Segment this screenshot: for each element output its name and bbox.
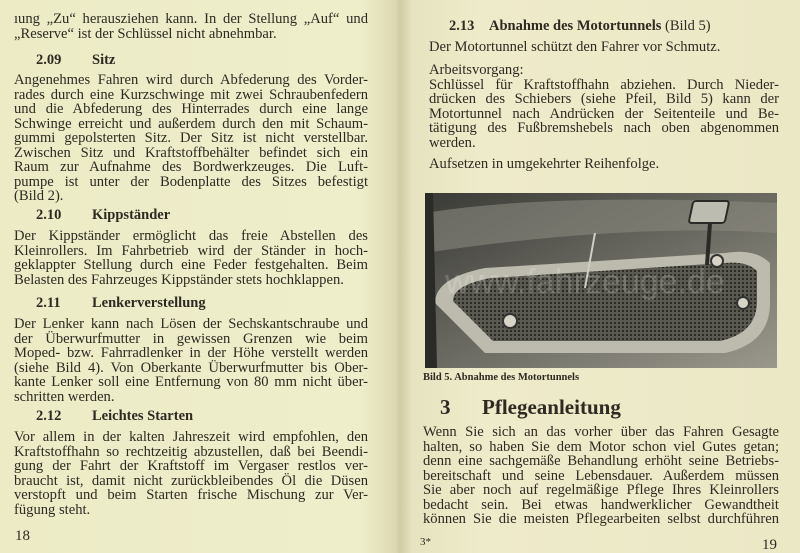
text-line: (Bild 2).: [14, 188, 64, 204]
text-line: der Überwurfmutter in gewissen Grenzen wie beim: [14, 330, 368, 347]
paragraph-aufsetzen: [429, 157, 779, 172]
text-line: Kleinrollers. Im Fahrbetrieb wird der Ständer in hoch-: [14, 242, 368, 259]
watermark: www.fahrzeuge.de: [445, 263, 725, 301]
chapter-heading: [440, 395, 621, 419]
text-line: Sie aber noch auf regelmäßige Pflege Ihres Kleinrollers: [423, 482, 779, 498]
text-line: bereitschaft und seine Lebensdauer. Außerdem müssen: [423, 467, 779, 484]
text-line: Angenehmes Fahren wird durch Abfederung des Vorder-: [14, 72, 368, 88]
page-number-left: 18: [15, 528, 30, 544]
section-body-2-09: [14, 73, 368, 204]
text-line: Schwinge erreicht und außerdem durch den mit Schaum-: [14, 115, 368, 132]
left-intro: [14, 12, 368, 41]
text-line: Arbeitsvorgang:: [429, 62, 524, 78]
section-title: Sitz: [92, 52, 116, 68]
section-number: 2.12: [36, 408, 62, 424]
section-title: Kippständer: [92, 207, 171, 223]
text-line: geklappter Stellung durch eine Feder festgehalten. Beim: [14, 257, 368, 273]
text-line: Zwischen Sitz und Kraftstoffbehälter befindet sich ein: [14, 144, 368, 161]
text-line: Der Motortunnel schützt den Fahrer vor Schmutz.: [429, 39, 721, 55]
section-number: 2.13: [449, 18, 475, 34]
text-line: Der Kippständer ermöglicht das freie Abstellen des: [14, 228, 368, 244]
text-line: rades durch eine Kurzschwinge mit zwei Schraubenfedern: [14, 86, 368, 103]
paragraph-arbeitsvorgang: [429, 63, 779, 150]
text-line: schritten werden.: [14, 388, 115, 405]
page-number-right: 19: [762, 537, 777, 553]
section-body-2-11: [14, 317, 368, 404]
section-heading-2-09: [36, 52, 115, 68]
figure-caption: Bild 5. Abnahme des Motortunnels: [423, 372, 580, 383]
text-line: (siehe Bild 4). Von Oberkante Überwurfmutter bis Ober-: [14, 359, 368, 376]
section-title: Leichtes Starten: [92, 408, 194, 424]
chapter-number: 3: [440, 395, 451, 419]
section-heading-2-10: [36, 207, 170, 223]
text-line: Der Lenker kann nach Lösen der Sechskantschraube und: [14, 316, 368, 332]
section-number: 2.10: [36, 207, 62, 223]
text-line: bedacht sein. Bei etwas handwerklicher Gewandtheit: [423, 496, 779, 513]
text-line: tätigung des Fußbremshebels nach oben abgenommen: [429, 120, 779, 136]
text-line: „Reserve“ ist der Schlüssel nicht abnehmbar.: [14, 25, 277, 42]
text-line: Motortunnel nach Andrücken der Seitenteile und Be-: [429, 105, 779, 122]
text-line: kante Lenker soll eine Entfernung von 80 mm nicht über-: [14, 374, 368, 390]
section-body-2-10: [14, 229, 368, 287]
figure-photo-motortunnel: [425, 193, 777, 368]
text-line: fügung steht.: [14, 501, 91, 518]
text-line: werden.: [429, 134, 476, 151]
text-line: gummi gepolsterten Sitz. Der Sitz ist nicht verstellbar.: [14, 130, 368, 146]
text-line: drücken des Schiebers (siehe Pfeil, Bild 5) kann der: [429, 91, 779, 107]
text-line: Schlüssel für Kraftstoffhahn abziehen. Durch Nieder-: [429, 76, 779, 93]
text-line: Aufsetzen in umgekehrter Reihenfolge.: [429, 156, 660, 172]
text-line: halten, so haben Sie dem Motor schon viel Gutes getan;: [423, 438, 779, 455]
section-body-2-12: [14, 430, 368, 517]
text-line: pumpe ist unter der Bodenplatte des Sitzes befestigt: [14, 173, 368, 190]
text-line: Raum zur Aufnahme des Bordwerkzeuges. Die Luft-: [14, 159, 368, 175]
section-heading-2-13: [449, 18, 711, 34]
text-line: Kraftstoffhahn so rechtzeitig abzustellen, daß bei Beendi-: [14, 443, 368, 460]
text-line: Wenn Sie sich an das vorher über das Fahren Gesagte: [423, 424, 779, 440]
text-line: ıung „Zu“ herausziehen kann. In der Stellung „Auf“ und: [14, 11, 368, 27]
text-line: gung der Fahrt der Kraftstoff im Vergaser restlos ver-: [14, 458, 368, 474]
text-line: und die Abfederung des Hinterrades durch eine lange: [14, 101, 368, 117]
text-line: denn eine sachgemäße Behandlung erhöht seine Betriebs-: [423, 453, 779, 469]
signature-mark: 3*: [420, 536, 431, 548]
section-title: Lenkerverstellung: [92, 295, 206, 311]
section-number: 2.11: [36, 295, 61, 311]
text-line: können Sie die meisten Pflegearbeiten selbst durchführen: [423, 511, 779, 527]
section-title: Abnahme des Motortunnels: [489, 18, 662, 34]
section-number: 2.09: [36, 52, 62, 68]
paragraph-motortunnel: [429, 40, 779, 55]
paragraph-pflegeanleitung: [423, 425, 779, 527]
text-line: verstopft und beim Starten frische Mischung zur Ver-: [14, 487, 368, 503]
text-line: Belasten des Fahrzeuges Kippständer stets hochklappen.: [14, 271, 344, 288]
text-line: Moped- bzw. Fahrradlenker in der Höhe verstellt werden: [14, 345, 368, 361]
text-line: braucht ist, damit nicht zurückbleibendes Öl die Düsen: [14, 472, 368, 489]
section-ref: (Bild 5): [665, 18, 711, 34]
chapter-title: Pflegeanleitung: [482, 395, 621, 419]
section-heading-2-11: [36, 295, 206, 311]
text-line: Vor allem in der kalten Jahreszeit wird empfohlen, den: [14, 429, 368, 445]
section-heading-2-12: [36, 408, 193, 424]
